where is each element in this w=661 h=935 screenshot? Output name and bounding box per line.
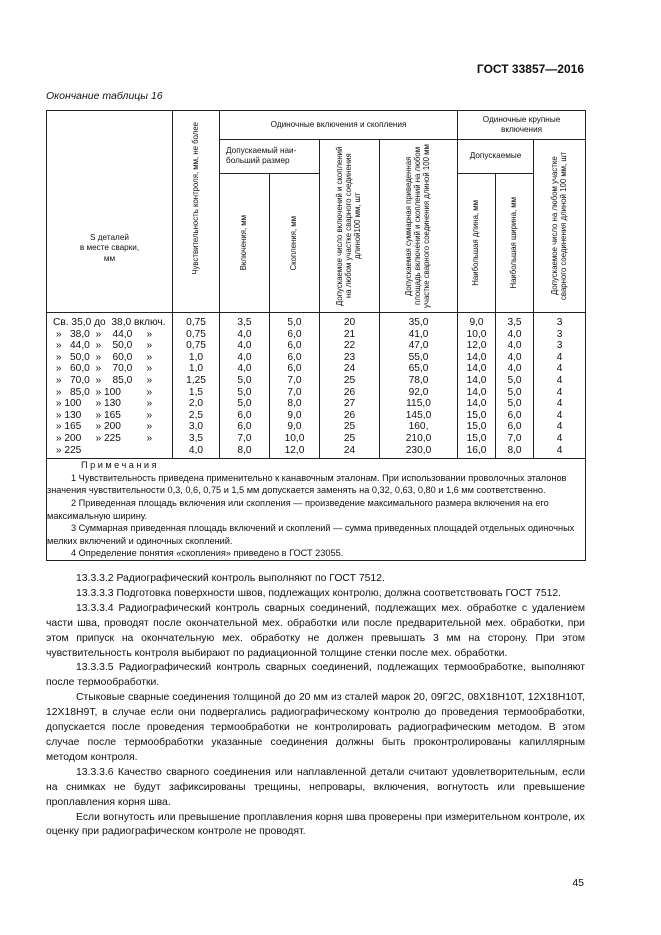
- cell-value: 92,0: [380, 387, 458, 399]
- cell-value: 4,0: [220, 340, 270, 352]
- cell-size-range: » 165 » 200 »: [47, 421, 173, 433]
- cell-value: 4: [534, 433, 586, 445]
- cell-value: 3,0: [173, 421, 220, 433]
- header-cluster: Скопления, мм: [270, 173, 320, 312]
- cell-value: 230,0: [380, 445, 458, 459]
- cell-value: 2,5: [173, 410, 220, 422]
- cell-value: 6,0: [496, 421, 534, 433]
- cell-value: 5,0: [220, 398, 270, 410]
- cell-size-range: » 70,0 » 85,0 »: [47, 375, 173, 387]
- cell-value: 2,0: [173, 398, 220, 410]
- cell-value: 4: [534, 421, 586, 433]
- table-row: [47, 387, 586, 399]
- cell-value: 55,0: [380, 352, 458, 364]
- cell-value: 10,0: [270, 433, 320, 445]
- cell-value: 26: [320, 410, 380, 422]
- cell-size-range: » 50,0 » 60,0 »: [47, 352, 173, 364]
- cell-value: 6,0: [270, 329, 320, 341]
- header-count: Допускаемое число включений и скоплений на любом участке сварного соединения длиной100 мм, шт: [320, 140, 380, 313]
- header-inclusion: Включения, мм: [220, 173, 270, 312]
- table-row: [47, 352, 586, 364]
- cell-value: 7,0: [270, 387, 320, 399]
- cell-value: 8,0: [270, 398, 320, 410]
- cell-value: 8,0: [220, 445, 270, 459]
- cell-value: 3: [534, 313, 586, 329]
- cell-value: 0,75: [173, 329, 220, 341]
- cell-value: 6,0: [220, 421, 270, 433]
- cell-value: 4,0: [220, 363, 270, 375]
- cell-value: 65,0: [380, 363, 458, 375]
- cell-value: 47,0: [380, 340, 458, 352]
- cell-value: 4,0: [496, 340, 534, 352]
- cell-value: 4: [534, 363, 586, 375]
- cell-value: 0,75: [173, 313, 220, 329]
- para-13-3-3-3: 13.3.3.3 Подготовка поверхности швов, подлежащих контролю, должна соответствовать ГОСТ 7512.: [76, 587, 562, 599]
- header-large-count: Допускаемое число на любом участке сварного соединения длиной 100 мм, шт: [534, 140, 586, 313]
- cell-value: 3,5: [173, 433, 220, 445]
- table-row: [47, 421, 586, 433]
- table-notes: [47, 459, 586, 561]
- cell-value: 9,0: [458, 313, 496, 329]
- header-max-size: Допускаемый наи- больший размер: [220, 140, 320, 174]
- cell-value: 4: [534, 387, 586, 399]
- cell-size-range: » 130 » 165 »: [47, 410, 173, 422]
- cell-value: 8,0: [496, 445, 534, 459]
- header-sensitivity: Чувствительность контроля, мм, не более: [173, 111, 220, 313]
- table-row: [47, 398, 586, 410]
- cell-value: 25: [320, 421, 380, 433]
- cell-size-range: » 200 » 225 »: [47, 433, 173, 445]
- cell-value: 7,0: [220, 433, 270, 445]
- note-1: 1 Чувствительность приведена применительно к канавочным эталонам. При использовании проволочных эталонов значения чувствительности 0,3, 0,6, 0,75 и 1,5 мм допускается заменять на 0,32, 0,63, 0,80 и 1,6 мм соответственно.: [47, 472, 567, 496]
- table-row: [47, 433, 586, 445]
- cell-value: 1,25: [173, 375, 220, 387]
- cell-value: 4: [534, 445, 586, 459]
- cell-value: 5,0: [496, 375, 534, 387]
- cell-value: 5,0: [496, 387, 534, 399]
- table-row: [47, 363, 586, 375]
- note-3: 3 Суммарная приведенная площадь включений и скоплений — сумма приведенных площадей отдельных одиночных мелких включений и одиночных скоплений.: [47, 523, 575, 546]
- header-width: Наибольшая ширина, мм: [496, 173, 534, 312]
- cell-value: 22: [320, 340, 380, 352]
- cell-value: 10,0: [458, 329, 496, 341]
- cell-value: 12,0: [270, 445, 320, 459]
- para-13-3-3-4: 13.3.3.4 Радиографический контроль сварных соединений, подлежащих мех. обработке с удалением части шва, проводят после окончательной мех. обработки или после предварительной мех. обработки, при этом припуск на окончательную мех. обработку не должен превышать 3 мм на сторону. При этом чувствительность контроля выбирают по радиационной толщине стенки после мех. обработки.: [46, 602, 585, 659]
- cell-value: 6,0: [270, 340, 320, 352]
- header-length: Наибольшая длина, мм: [458, 173, 496, 312]
- cell-value: 4: [534, 398, 586, 410]
- cell-value: 20: [320, 313, 380, 329]
- body-text: [46, 572, 585, 840]
- para-concavity: Если вогнутость или превышение проплавления корня шва проверены при измерительном контроле, их оценку при радиографическом контроле не проводят.: [46, 811, 585, 838]
- table-row: [47, 375, 586, 387]
- cell-value: 5,0: [220, 375, 270, 387]
- cell-value: 210,0: [380, 433, 458, 445]
- cell-value: 7,0: [496, 433, 534, 445]
- cell-value: 23: [320, 352, 380, 364]
- cell-value: 4: [534, 410, 586, 422]
- note-2: 2 Приведенная площадь включения или скопления — произведение максимального размера включения на его максимальную ширину.: [47, 497, 549, 521]
- para-13-3-3-5: 13.3.3.5 Радиографический контроль сварных соединений, подлежащих термообработке, выполняют после термообработки.: [46, 662, 585, 689]
- cell-value: 14,0: [458, 352, 496, 364]
- cell-value: 14,0: [458, 387, 496, 399]
- cell-value: 12,0: [458, 340, 496, 352]
- cell-size-range: » 100 » 130 »: [47, 398, 173, 410]
- cell-value: 4,0: [496, 352, 534, 364]
- cell-value: 5,0: [220, 387, 270, 399]
- cell-value: 1,0: [173, 363, 220, 375]
- cell-value: 4,0: [220, 352, 270, 364]
- cell-value: 15,0: [458, 433, 496, 445]
- cell-size-range: » 85,0 » 100 »: [47, 387, 173, 399]
- table-row: [47, 445, 586, 459]
- cell-value: 6,0: [270, 352, 320, 364]
- cell-value: 115,0: [380, 398, 458, 410]
- cell-size-range: » 44,0 » 50,0 »: [47, 340, 173, 352]
- table-row: [47, 329, 586, 341]
- cell-value: 145,0: [380, 410, 458, 422]
- header-group-large: Одиночные крупные включения: [458, 111, 586, 140]
- header-size: S деталей в месте сварки, мм: [47, 111, 173, 313]
- cell-size-range: » 225: [47, 445, 173, 459]
- cell-value: 78,0: [380, 375, 458, 387]
- cell-value: 26: [320, 387, 380, 399]
- cell-value: 3,5: [496, 313, 534, 329]
- page-number: 45: [572, 877, 584, 889]
- cell-value: 16,0: [458, 445, 496, 459]
- para-butt-welds: Стыковые сварные соединения толщиной до 20 мм из сталей марок 20, 09Г2С, 08Х18Н10Т, 12Х18Н10Т, 12Х18Н9Т, в случае если они подвергались радиографическому контролю до проведения термообработки, допускается после проведения термообработки не контролировать радиографическим методом. В этом случае после термообработки указанные соединения должны быть проконтролированы капиллярным методом контроля.: [46, 692, 585, 763]
- cell-value: 160,: [380, 421, 458, 433]
- cell-value: 25: [320, 433, 380, 445]
- header-area: Допускаемая суммарная приведенная площадь включений и скоплений на любом участке сварного соединения длиной 100 мм: [380, 140, 458, 313]
- table-caption: Окончание таблицы 16: [46, 90, 163, 102]
- cell-value: 9,0: [270, 421, 320, 433]
- cell-value: 4: [534, 352, 586, 364]
- cell-value: 4,0: [220, 329, 270, 341]
- cell-value: 3: [534, 329, 586, 341]
- cell-value: 14,0: [458, 398, 496, 410]
- cell-value: 35,0: [380, 313, 458, 329]
- cell-value: 24: [320, 445, 380, 459]
- cell-value: 15,0: [458, 421, 496, 433]
- cell-value: 4,0: [173, 445, 220, 459]
- cell-value: 5,0: [496, 398, 534, 410]
- cell-value: 1,0: [173, 352, 220, 364]
- cell-value: 24: [320, 363, 380, 375]
- cell-value: 0,75: [173, 340, 220, 352]
- para-13-3-3-2: 13.3.3.2 Радиографический контроль выполняют по ГОСТ 7512.: [76, 573, 385, 584]
- table-row: [47, 313, 586, 329]
- cell-value: 14,0: [458, 363, 496, 375]
- cell-value: 9,0: [270, 410, 320, 422]
- cell-value: 6,0: [220, 410, 270, 422]
- cell-value: 14,0: [458, 375, 496, 387]
- cell-size-range: » 38,0 » 44,0 »: [47, 329, 173, 341]
- cell-size-range: Св. 35,0 до 38,0 включ.: [47, 313, 173, 329]
- note-4: 4 Определение понятия «скопления» приведено в ГОСТ 23055.: [71, 548, 344, 559]
- defects-table: [46, 110, 586, 561]
- table-row: [47, 410, 586, 422]
- cell-value: 7,0: [270, 375, 320, 387]
- cell-value: 1,5: [173, 387, 220, 399]
- cell-value: 15,0: [458, 410, 496, 422]
- cell-value: 3,5: [220, 313, 270, 329]
- cell-value: 21: [320, 329, 380, 341]
- header-group-single: Одиночные включения и скопления: [220, 111, 458, 140]
- cell-value: 41,0: [380, 329, 458, 341]
- standard-number: ГОСТ 33857—2016: [476, 62, 584, 76]
- cell-value: 4,0: [496, 363, 534, 375]
- header-allowed: Допускаемые: [458, 140, 534, 174]
- cell-value: 4,0: [496, 329, 534, 341]
- notes-title: Примечания: [81, 460, 160, 471]
- para-13-3-3-6: 13.3.3.6 Качество сварного соединения или наплавленной детали считают удовлетворительным, если на снимках не будут зафиксированы трещины, непровары, включения, вогнутость или превышение проплавления корня шва.: [46, 766, 585, 808]
- cell-value: 6,0: [496, 410, 534, 422]
- cell-value: 25: [320, 375, 380, 387]
- table-row: [47, 340, 586, 352]
- cell-value: 3: [534, 340, 586, 352]
- cell-value: 4: [534, 375, 586, 387]
- cell-value: 5,0: [270, 313, 320, 329]
- cell-size-range: » 60,0 » 70,0 »: [47, 363, 173, 375]
- cell-value: 6,0: [270, 363, 320, 375]
- cell-value: 27: [320, 398, 380, 410]
